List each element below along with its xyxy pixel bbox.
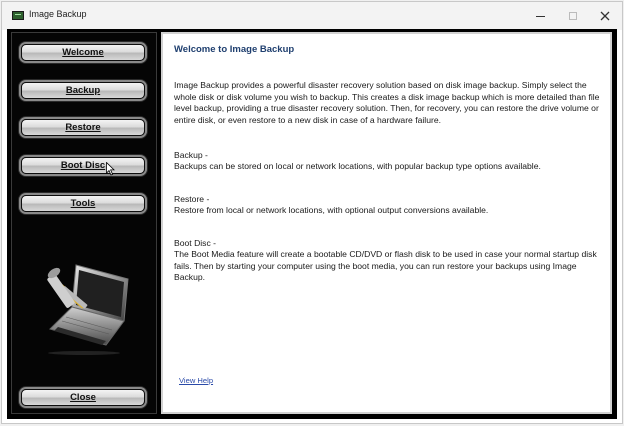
boot-disc-section-text: The Boot Media feature will create a bootable CD/DVD or flash disk to be used in case your normal startup disk fails. Then by starting your computer using the boot media, you can run restore your backups using Image Backup. <box>174 249 597 282</box>
close-button[interactable]: Close <box>21 389 145 406</box>
restore-button[interactable]: Restore <box>21 119 145 136</box>
sidebar <box>11 32 157 414</box>
close-window-button[interactable] <box>588 2 621 30</box>
intro-text: Image Backup provides a powerful disaster recovery solution based on disk image backup. Simply select the whole disk or disk volume you wish to backup. This creates a disk image backup which is more detailed than file level backup, providing a true disaster recovery solution. Then, for recovery, you can restore the drive volume or entire disk, or even restore to a new disk in case of a hardware failure. <box>174 80 600 125</box>
title-bar[interactable] <box>2 2 622 30</box>
tools-button[interactable]: Tools <box>21 195 145 212</box>
client-area <box>7 29 617 419</box>
restore-section-text: Restore from local or network locations, with optional output conversions available. <box>174 205 489 215</box>
boot-disc-button[interactable]: Boot Disc <box>21 157 145 174</box>
backup-button[interactable]: Backup <box>21 82 145 99</box>
app-icon <box>12 11 24 20</box>
backup-section-title: Backup - <box>174 150 208 160</box>
content-panel <box>161 32 612 414</box>
boot-disc-section-title: Boot Disc - <box>174 238 217 248</box>
maximize-button[interactable] <box>556 2 589 30</box>
app-window <box>1 1 623 424</box>
page-title: Welcome to Image Backup <box>174 44 295 55</box>
view-help-link[interactable]: View Help <box>179 376 214 385</box>
backup-section-text: Backups can be stored on local or network locations, with popular backup type options available. <box>174 161 541 171</box>
welcome-button[interactable]: Welcome <box>21 44 145 61</box>
mouse-cursor-icon <box>106 162 116 176</box>
window-title: Image Backup <box>29 9 87 19</box>
maximize-icon <box>569 12 577 20</box>
close-icon <box>600 11 610 21</box>
minimize-button[interactable] <box>524 2 557 30</box>
minimize-icon <box>536 16 545 17</box>
restore-section-title: Restore - <box>174 194 210 204</box>
laptop-with-tools-icon <box>36 259 132 355</box>
